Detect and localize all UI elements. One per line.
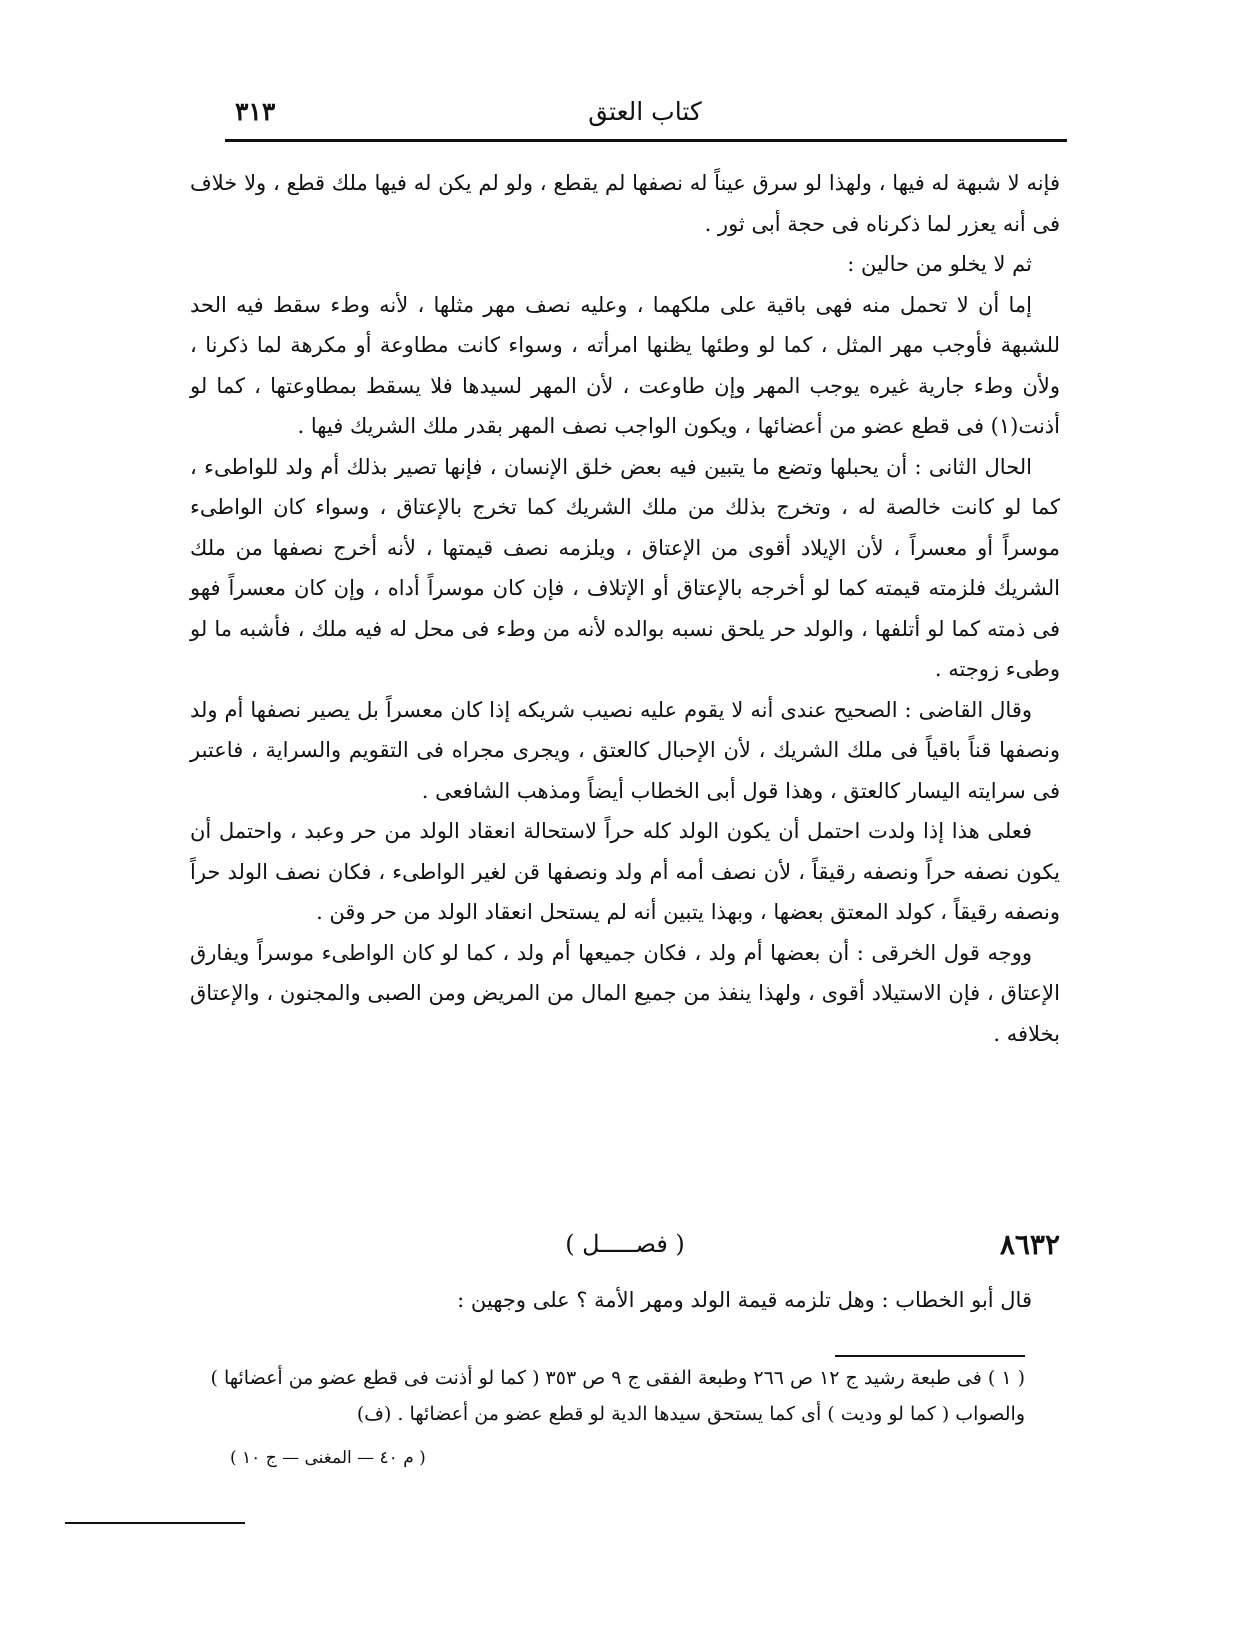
- paragraph: ووجه قول الخرقى : أن بعضها أم ولد ، فكان جميعها أم ولد ، كما لو كان الواطىء موسراً ويفارق الإعتاق ، فإن الاستيلاد أقوى ، ولهذا ينفذ من جميع المال من المريض ومن الصبى والمجنون ، والإعتاق بخلافه .: [190, 940, 1060, 1046]
- footnote: ( ١ ) فى طبعة رشيد ج ١٢ ص ٢٦٦ وطبعة الفقى ج ٩ ص ٣٥٣ ( كما لو أذنت فى قطع عضو من أعضائها ) والصواب ( كما لو وديت ) أى كما يستحق سيدها الدية لو قطع عضو من أعضائها . (ف): [210, 1367, 1025, 1425]
- section-number: ٨٦٣٢: [999, 1228, 1060, 1261]
- page-number: ٣١٣: [235, 97, 276, 126]
- section-opening-line: قال أبو الخطاب : وهل تلزمه قيمة الولد ومهر الأمة ؟ على وجهين :: [457, 1288, 1032, 1312]
- paragraph: وقال القاضى : الصحيح عندى أنه لا يقوم عليه نصيب شريكه إذا كان معسراً بل يصير نصفها أم ولد ونصفها قناً باقياً فى ملك الشريك ، لأن الإحبال كالعتق ، ويجرى مجراه فى التقويم والسراية ، فاعتبر فى سرايته اليسار كالعتق ، وهذا قول أبى الخطاب أيضاً ومذهب الشافعى .: [190, 697, 1060, 803]
- paragraph: ثم لا يخلو من حالين :: [847, 252, 1032, 276]
- book-title: كتاب العتق: [588, 97, 702, 126]
- section-title: ( فصـــــل ): [565, 1230, 685, 1258]
- header-divider: [225, 139, 1067, 142]
- paragraph: الحال الثانى : أن يحبلها وتضع ما يتبين فيه بعض خلق الإنسان ، فإنها تصير بذلك أم ولد للواطىء ، كما لو كانت خالصة له ، وتخرج بذلك من ملك الشريك كما تخرج بالإعتاق ، وسواء كان الواطىء موسراً أو معسراً ، لأن الإيلاد أقوى من الإعتاق ، ويلزمه نصف قيمتها ، لأنه أخرج نصفها من ملك الشريك فلزمته قيمته كما لو أخرجه بالإعتاق أو الإتلاف ، فإن كان موسراً أداه ، وإن كان معسراً فهو فى ذمته كما لو أتلفها ، والولد حر يلحق نسبه بوالده لأنه من وطء فى محل له فيه ملك ، فأشبه ما لو وطىء زوجته .: [190, 454, 1060, 681]
- paragraph: فعلى هذا إذا ولدت احتمل أن يكون الولد كله حراً لاستحالة انعقاد الولد من حر وعبد ، واحتمل أن يكون نصفه حراً ونصفه رقيقاً ، لأن نصف أمه أم ولد ونصفها قن لغير الواطىء ، فكان نصف الولد حراً ونصفه رقيقاً ، كولد المعتق بعضها ، وبهذا يتبين أنه لم يستحل انعقاد الولد من حر وقن .: [190, 819, 1060, 924]
- printer-signature: ( م ٤٠ — المغنى — ج ١٠ ): [230, 1448, 426, 1468]
- page-header: [225, 93, 1065, 141]
- footnote-divider: [835, 1355, 1025, 1357]
- paragraph: فإنه لا شبهة له فيها ، ولهذا لو سرق عيناً له نصفها لم يقطع ، ولو لم يكن له فيها ملك قطع ، ولا خلاف فى أنه يعزر لما ذكرناه فى حجة أبى ثور .: [190, 171, 1060, 236]
- paragraph: إما أن لا تحمل منه فهى باقية على ملكهما ، وعليه نصف مهر مثلها ، لأنه وطء سقط فيه الحد للشبهة فأوجب مهر المثل ، كما لو وطئها يظنها امرأته ، وسواء كانت مطاوعة أو مكرهة لما ذكرنا ، ولأن وطء جارية غيره يوجب المهر وإن طاوعت ، لأن المهر لسيدها فلا يسقط بمطاوعتها ، كما لو أذنت(١) فى قطع عضو من أعضائها ، ويكون الواجب نصف المهر بقدر ملك الشريك فيها .: [190, 292, 1060, 438]
- section-heading: [190, 1228, 1060, 1272]
- bottom-divider: [65, 1522, 245, 1524]
- body-text: [190, 163, 1060, 1054]
